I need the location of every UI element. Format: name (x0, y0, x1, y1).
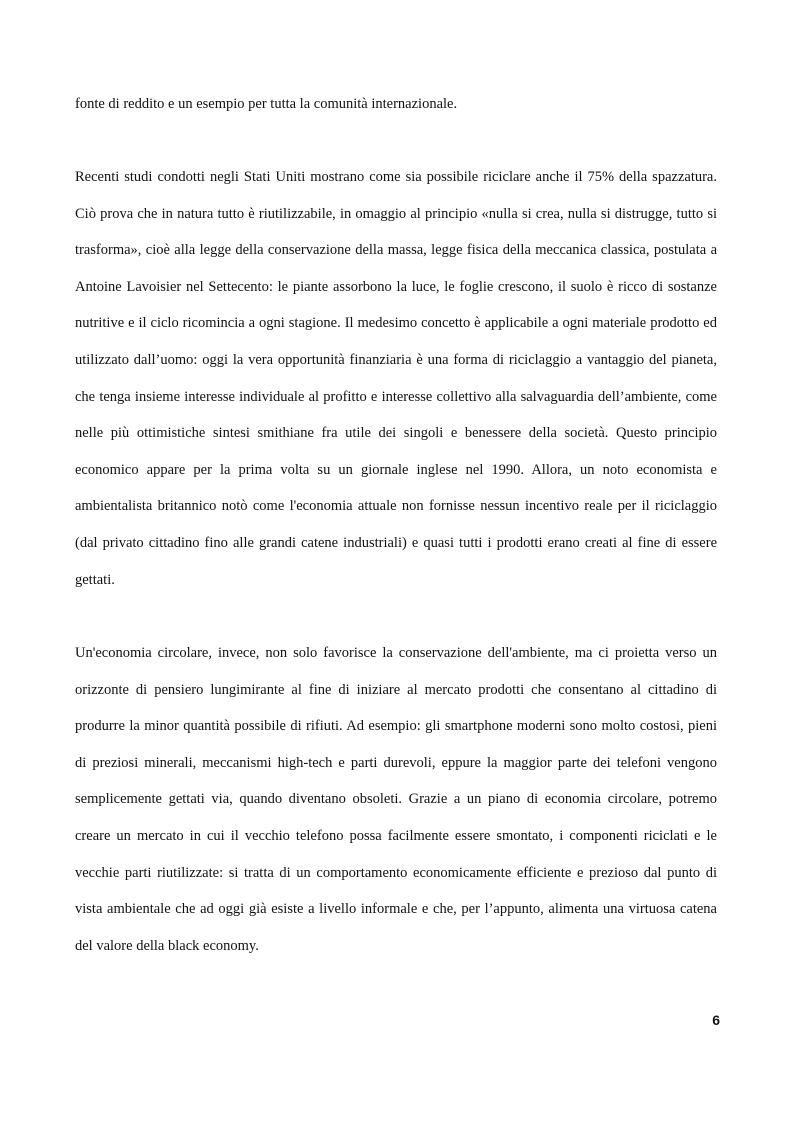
continuation-line: fonte di reddito e un esempio per tutta la comunità internazionale. (75, 96, 458, 112)
paragraph-recycling-studies: Recenti studi condotti negli Stati Uniti mostrano come sia possibile riciclare anche il 75% della spazzatura. Ciò prova che in natura tutto è riutilizzabile, in omaggio al principio «nulla si crea, nulla si distrugge, tutto si trasforma», cioè alla legge della conservazione della massa, legge fisica della meccanica classica, postulata a Antoine Lavoisier nel Settecento: le piante assorbono la luce, le foglie crescono, il suolo è ricco di sostanze nutritive e il ciclo ricomincia a ogni stagione. Il medesimo concetto è applicabile a ogni materiale prodotto ed utilizzato dall’uomo: oggi la vera opportunità finanziaria è una forma di riciclaggio a vantaggio del pianeta, che tenga insieme interesse individuale al profitto e interesse collettivo alla salvaguardia dell’ambiente, come nelle più ottimistiche sintesi smithiane fra utile dei singoli e benessere della società. Questo principio economico appare per la prima volta su un giornale inglese nel 1990. Allora, un noto economista e ambientalista britannico notò come l'economia attuale non fornisse nessun incentivo reale per il riciclaggio (dal privato cittadino fino alle grandi catene industriali) e quasi tutti i prodotti erano creati al fine di essere gettati. (75, 169, 717, 588)
paragraph-circular-economy: Un'economia circolare, invece, non solo favorisce la conservazione dell'ambiente, ma ci proietta verso un orizzonte di pensiero lungimirante al fine di iniziare al mercato prodotti che consentano al cittadino di produrre la minor quantità possibile di rifiuti. Ad esempio: gli smartphone moderni sono molto costosi, pieni di preziosi minerali, meccanismi high-tech e parti durevoli, eppure la maggior parte dei telefoni vengono semplicemente gettati via, quando diventano obsoleti. Grazie a un piano di economia circolare, potremo creare un mercato in cui il vecchio telefono possa facilmente essere smontato, i componenti riciclati e le vecchie parti riutilizzate: si tratta di un comportamento economicamente efficiente e prezioso dal punto di vista ambientale che ad oggi già esiste a livello informale e che, per l’appunto, alimenta una virtuosa catena del valore della black economy. (75, 645, 717, 954)
page-number: 6 (712, 1012, 720, 1028)
